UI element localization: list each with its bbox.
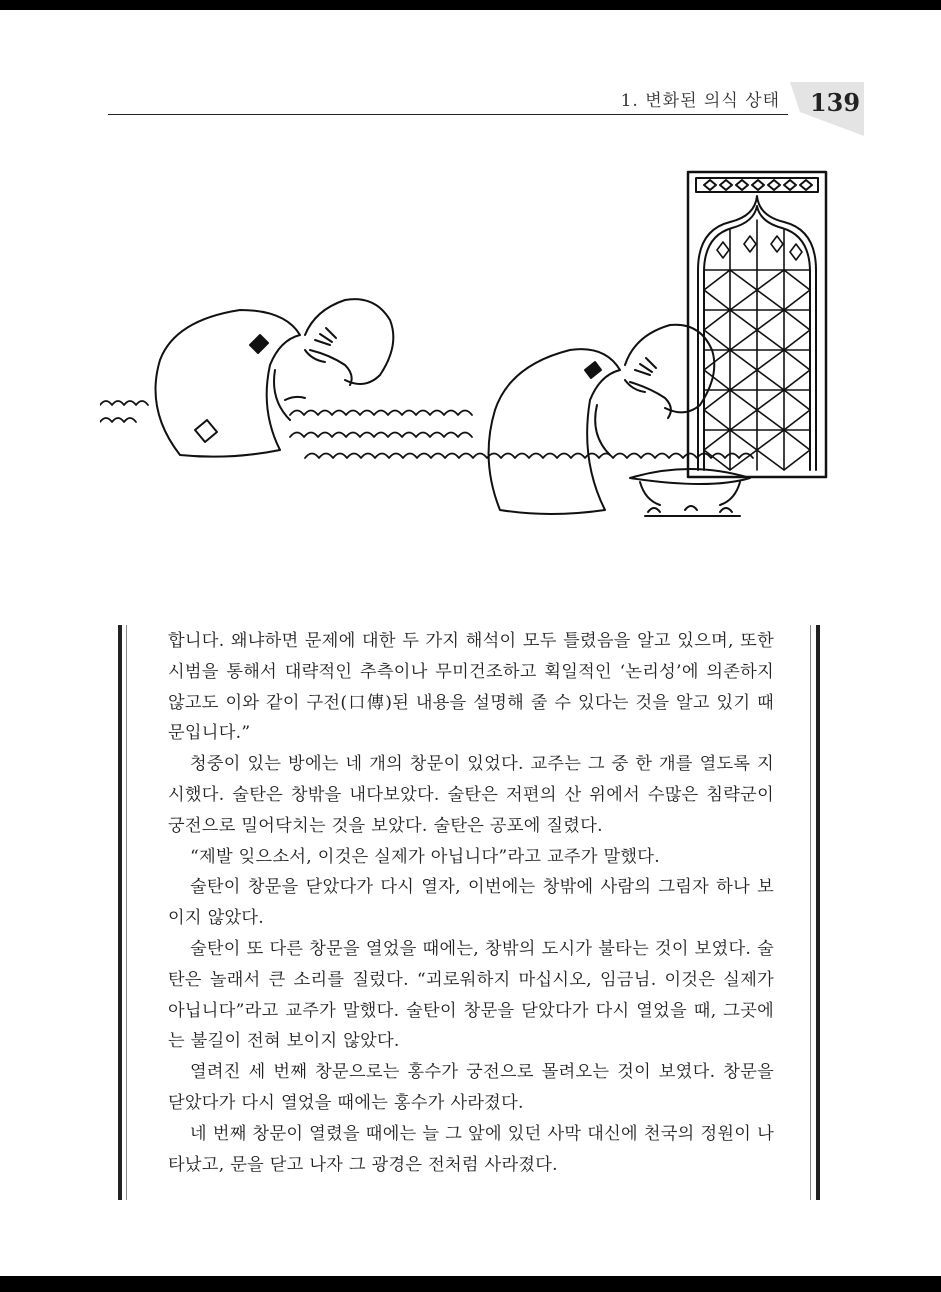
sultan-and-teacher-bowing-illustration xyxy=(100,160,840,540)
paragraph: 합니다. 왜냐하면 문제에 대한 두 가지 해석이 모두 틀렸음을 알고 있으며, 또한 시범을 통해서 대략적인 추측이나 무미건조하고 획일적인 ‘논리성’에 의존하지 않고도 이와 같이 구전(口傳)된 내용을 설명해 줄 수 있다는 것을 알고 있기 때문입니다.” xyxy=(168,631,774,744)
paragraph: “제발 잊으소서, 이것은 실제가 아닙니다”라고 교주가 말했다. xyxy=(190,846,660,867)
top-border xyxy=(0,0,941,10)
frame-left-inner-line xyxy=(126,625,127,1200)
paragraph: 청중이 있는 방에는 네 개의 창문이 있었다. 교주는 그 중 한 개를 열도록 지시했다. 술탄은 창밖을 내다보았다. 술탄은 저편의 산 위에서 수많은 침략군이 궁전으로 밀어닥치는 것을 보았다. 술탄은 공포에 질렸다. xyxy=(168,754,774,836)
paragraph: 네 번째 창문이 열렸을 때에는 늘 그 앞에 있던 사막 대신에 천국의 정원이 나타났고, 문을 닫고 나자 그 광경은 전처럼 사라졌다. xyxy=(168,1123,774,1175)
paragraph: 술탄이 또 다른 창문을 열었을 때에는, 창밖의 도시가 불타는 것이 보였다. 술탄은 놀래서 큰 소리를 질렀다. “괴로워하지 마십시오, 임금님. 이것은 실제가 아닙니다”라고 교주가 말했다. 술탄이 창문을 닫았다가 다시 열었을 때, 그곳에는 불길이 전혀 보이지 않았다. xyxy=(168,938,774,1052)
lattice-window-icon xyxy=(688,172,826,477)
bottom-border xyxy=(0,1276,941,1292)
running-header xyxy=(108,82,788,115)
body-text xyxy=(168,626,774,1180)
frame-right-inner-line xyxy=(810,625,811,1200)
waves-icon xyxy=(100,401,753,458)
chapter-title: 1. 변화된 의식 상태 xyxy=(620,91,780,111)
sultan-figure-icon xyxy=(156,299,394,456)
page-number: 139 xyxy=(809,88,861,117)
paragraph: 술탄이 창문을 닫았다가 다시 열자, 이번에는 창밖에 사람의 그림자 하나 보이지 않았다. xyxy=(168,877,774,929)
frame-left-border xyxy=(118,625,122,1200)
frame-right-border xyxy=(816,625,820,1200)
teacher-figure-icon xyxy=(489,325,715,514)
paragraph: 열려진 세 번째 창문으로는 홍수가 궁전으로 몰려오는 것이 보였다. 창문을 닫았다가 다시 열었을 때에는 홍수가 사라졌다. xyxy=(168,1062,774,1113)
